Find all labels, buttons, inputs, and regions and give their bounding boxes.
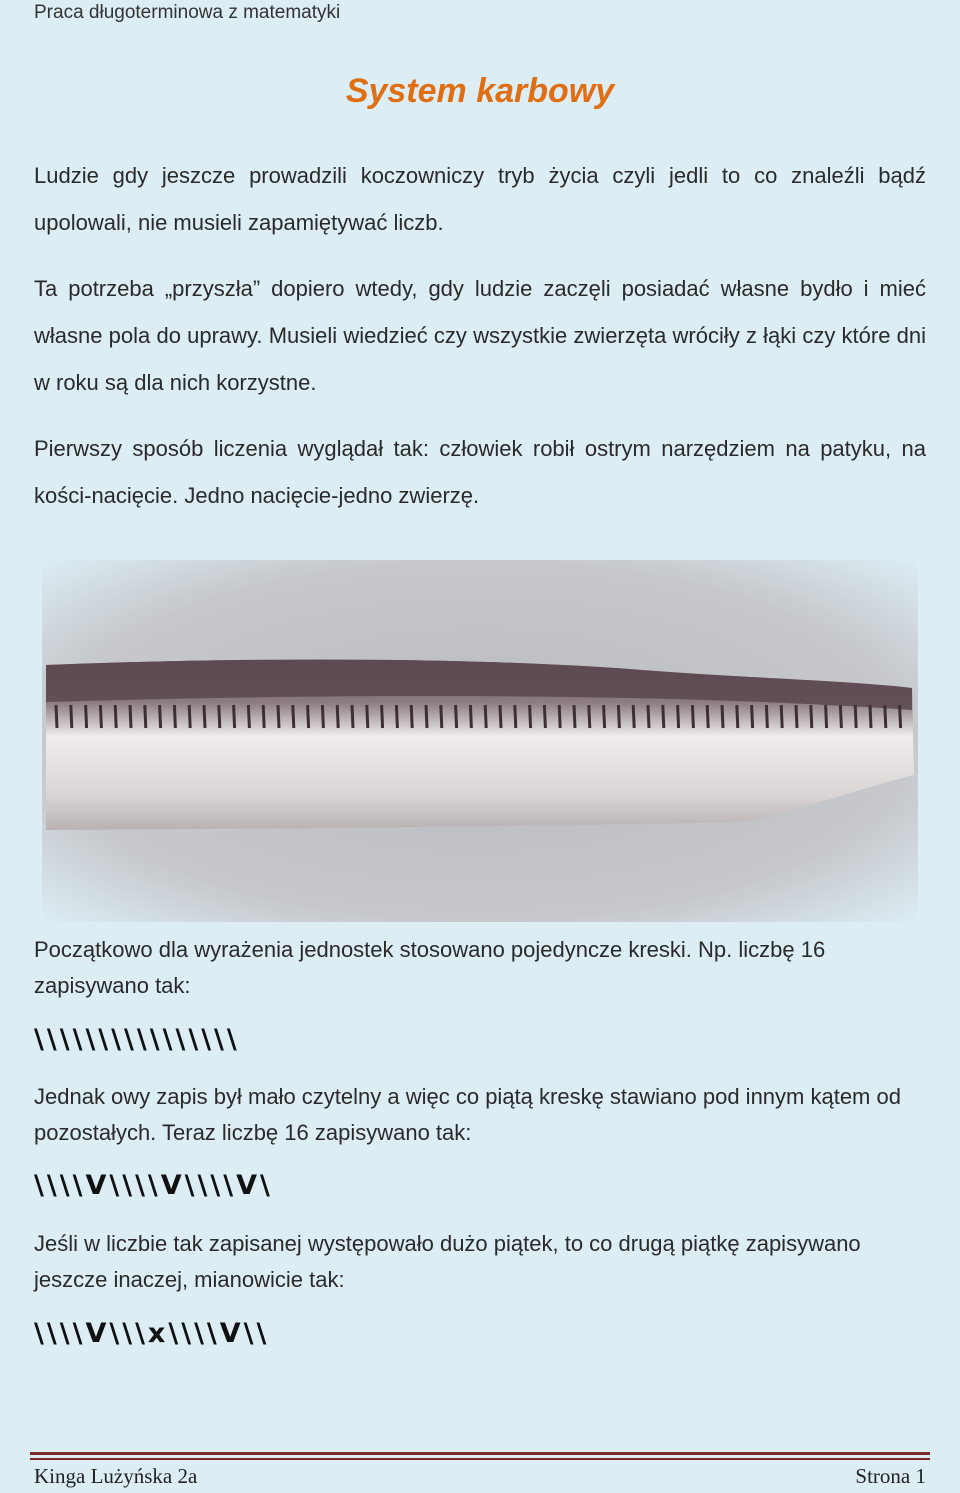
bone-notch (308, 705, 309, 728)
bone-notch (352, 705, 353, 728)
bone-notch (618, 705, 619, 728)
bone-notch (870, 705, 871, 728)
paragraph-single-strokes: Początkowo dla wyrażenia jednostek stosowano pojedyncze kreski. Np. liczbę 16 zapisywano tak: (34, 937, 826, 998)
footer-author: Kinga Lużyńska 2a (34, 1464, 198, 1488)
bone-notch (71, 705, 72, 728)
bone-notch (470, 705, 471, 728)
bone-notch (441, 705, 442, 728)
bone-notch (855, 705, 856, 728)
bone-notch (530, 705, 531, 728)
footer-page-number: Strona 1 (855, 1464, 926, 1488)
bone-notch (86, 705, 87, 728)
bone-notch (722, 705, 723, 728)
footer-rule-thin (30, 1458, 930, 1460)
bone-notch (678, 705, 679, 728)
bone-notch (692, 705, 693, 728)
bone-notch (219, 705, 220, 728)
bone-notch (293, 705, 294, 728)
bone-notch (500, 705, 501, 728)
bone-notch (189, 705, 190, 728)
bone-notch (826, 705, 827, 728)
bone-notch (204, 705, 205, 728)
bone-notch (367, 705, 368, 728)
paragraph-angled-fifth: Jednak owy zapis był mało czytelny a więc co piątą kreskę stawiano pod innym kątem od pozostałych. Teraz liczbę 16 zapisywano tak: (34, 1084, 901, 1145)
paragraph-second-five: Jeśli w liczbie tak zapisanej występowało dużo piątek, to co drugą piątkę zapisywano jeszcze inaczej, mianowicie tak: (34, 1231, 861, 1292)
bone-notch (130, 705, 131, 728)
footer-rule (30, 1452, 930, 1455)
bone-notch (234, 705, 235, 728)
bone-notch (707, 705, 708, 728)
bone-notch (56, 705, 57, 728)
bone-notch (160, 705, 161, 728)
bone-notch (456, 705, 457, 728)
tally-sixteen-simple: \\\\\\\\\\\\\\\\ (34, 1024, 240, 1055)
bone-notch (115, 705, 116, 728)
bone-notch (900, 705, 901, 728)
bone-notch (796, 705, 797, 728)
paragraph-need: Ta potrzeba „przyszła” dopiero wtedy, gdy ludzie zaczęli posiadać własne bydło i mieć własne pola do uprawy. Musieli wiedzieć czy wszystkie zwierzęta wróciły z łąki czy które dni w roku są dla nich korzystne. (34, 276, 926, 395)
page-title: System karbowy (345, 72, 615, 110)
bone-notch (322, 705, 323, 728)
page-header: Praca długoterminowa z matematyki (34, 2, 341, 23)
bone-notch (396, 705, 397, 728)
bone-notch (604, 705, 605, 728)
bone-notch (663, 705, 664, 728)
paragraph-first-method: Pierwszy sposób liczenia wyglądał tak: człowiek robił ostrym narzędziem na patyku, na kości-nacięcie. Jedno nacięcie-jedno zwierzę. (34, 436, 926, 508)
tally-sixteen-angled: \\\\V\\\\V\\\\V\ (34, 1170, 273, 1201)
bone-notch (752, 705, 753, 728)
bone-notch (840, 705, 841, 728)
bone-notch (589, 705, 590, 728)
bone-notch (248, 705, 249, 728)
bone-notch (781, 705, 782, 728)
bone-notch (574, 705, 575, 728)
bone-notch (515, 705, 516, 728)
bone-notch (885, 705, 886, 728)
bone-notch (544, 705, 545, 728)
paragraph-nomads: Ludzie gdy jeszcze prowadzili koczowniczy tryb życia czyli jedli to co znaleźli bądź upolowali, nie musieli zapamiętywać liczb. (34, 163, 926, 235)
bone-notch (337, 705, 338, 728)
bone-notch (382, 705, 383, 728)
bone-notch (426, 705, 427, 728)
bone-notch (174, 705, 175, 728)
bone-notch (648, 705, 649, 728)
bone-notch (263, 705, 264, 728)
bone-notch (737, 705, 738, 728)
bone-notch (145, 705, 146, 728)
tally-with-x: \\\\V\\\x\\\\V\\ (34, 1318, 270, 1349)
bone-notch (633, 705, 634, 728)
bone-notch (278, 705, 279, 728)
notched-bone-image (42, 560, 918, 922)
bone-notch (766, 705, 767, 728)
bone-notch (100, 705, 101, 728)
bone-notch (411, 705, 412, 728)
bone-notch (485, 705, 486, 728)
bone-notch (811, 705, 812, 728)
bone-notch (559, 705, 560, 728)
